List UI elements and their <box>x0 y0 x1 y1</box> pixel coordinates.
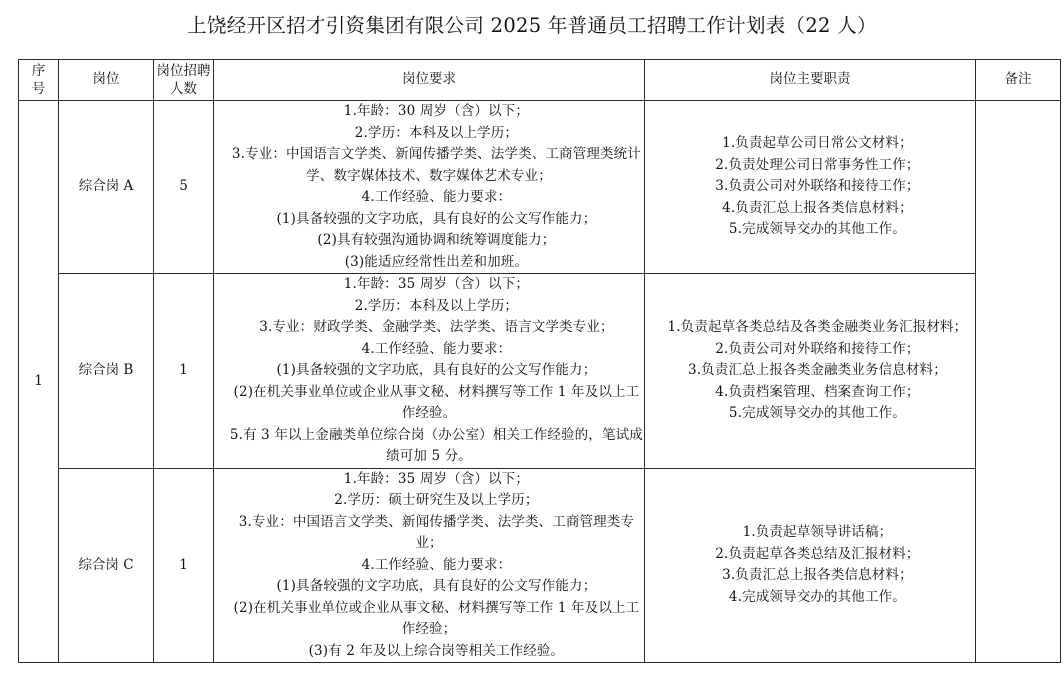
page-title: 上饶经开区招才引资集团有限公司 2025 年普通员工招聘工作计划表（22 人） <box>187 14 877 37</box>
requirement-line: 2.学历：硕士研究生及以上学历； <box>334 492 539 508</box>
duty-line: 3.负责公司对外联络和接待工作； <box>715 178 920 195</box>
duty-line: 3.负责汇总上报各类信息材料； <box>722 567 913 584</box>
duty-line: 3.负责汇总上报各类金融类业务信息材料； <box>687 362 947 378</box>
serial-number-cell: 1 <box>19 101 59 663</box>
header-remarks: 备注 <box>976 60 1061 101</box>
duty-line: 5.完成领导交办的其他工作。 <box>728 405 906 421</box>
position-cell: 综合岗 B <box>59 274 154 469</box>
duty-line: 1.负责起草领导讲话稿； <box>742 524 893 541</box>
requirement-line: 3.专业：中国语言文学类、新闻传播学类、法学类、工商管理类统计学、数字媒体技术、数字媒体艺术专业； <box>231 146 641 184</box>
duties-cell <box>645 468 976 663</box>
table-row <box>19 468 1061 663</box>
duties-cell <box>645 101 976 274</box>
requirement-line: (1)具备较强的文字功底，具有良好的公文写作能力； <box>276 210 597 227</box>
requirement-line: (2)在机关事业单位或企业从事文秘、材料撰写等工作 1 年及以上工作经验。 <box>233 383 640 421</box>
requirements-cell <box>214 468 645 663</box>
remarks-cell <box>976 101 1061 663</box>
header-count <box>154 60 214 101</box>
requirement-line: 4.工作经验、能力要求： <box>361 340 512 357</box>
duty-line: 4.负责档案管理、档案查询工作； <box>715 383 920 400</box>
duty-line: 4.完成领导交办的其他工作。 <box>728 588 906 605</box>
requirement-line: 2.学历：本科及以上学历； <box>354 124 519 141</box>
requirement-line: 3.专业：中国语言文学类、新闻传播学类、法学类、工商管理类专业； <box>238 513 635 551</box>
header-count-label: 岗位招聘人数 <box>156 63 211 97</box>
duties-cell <box>645 274 976 469</box>
position-cell: 综合岗 A <box>59 101 154 274</box>
recruitment-plan-table <box>18 59 1061 663</box>
duty-line: 2.负责公司对外联络和接待工作； <box>715 340 920 357</box>
duty-line: 5.完成领导交办的其他工作。 <box>728 221 906 238</box>
header-index <box>19 60 59 101</box>
requirement-line: (2)具有较强沟通协调和统筹调度能力； <box>317 232 556 248</box>
headcount-cell: 1 <box>154 274 214 469</box>
requirement-line: (1)具备较强的文字功底，具有良好的公文写作能力； <box>276 578 597 594</box>
requirement-line: (3)能适应经常性出差和加班。 <box>344 253 529 270</box>
header-position: 岗位 <box>59 60 154 101</box>
requirement-line: 1.年龄：35 周岁（含）以下； <box>343 470 530 487</box>
requirement-line: 2.学历：本科及以上学历； <box>354 297 519 314</box>
requirement-line: 4.工作经验、能力要求： <box>361 556 512 573</box>
header-requirements: 岗位要求 <box>214 60 645 101</box>
position-cell: 综合岗 C <box>59 468 154 663</box>
requirement-line: 1.年龄：30 周岁（含）以下； <box>343 103 530 119</box>
requirement-line: 4.工作经验、能力要求： <box>361 189 512 205</box>
headcount-cell: 1 <box>154 468 214 663</box>
requirements-cell <box>214 274 645 469</box>
requirement-line: 3.专业：财政学类、金融学类、法学类、语言文学类专业； <box>259 319 614 335</box>
duty-line: 1.负责起草各类总结及各类金融类业务汇报材料； <box>667 319 968 335</box>
requirement-line: (1)具备较强的文字功底，具有良好的公文写作能力； <box>276 362 597 378</box>
requirement-line: 5.有 3 年以上金融类单位综合岗（办公室）相关工作经验的，笔试成绩可加 5 分。 <box>229 426 643 464</box>
duty-line: 2.负责处理公司日常事务性工作； <box>715 156 920 173</box>
table-row <box>19 101 1061 274</box>
duty-line: 4.负责汇总上报各类信息材料； <box>722 199 913 216</box>
requirement-line: (2)在机关事业单位或企业从事文秘、材料撰写等工作 1 年及以上工作经验； <box>233 599 640 637</box>
requirements-cell <box>214 101 645 274</box>
requirement-line: (3)有 2 年及以上综合岗等相关工作经验。 <box>308 642 565 659</box>
table-header-row <box>19 60 1061 101</box>
header-index-label: 序号 <box>31 63 46 97</box>
header-duties: 岗位主要职责 <box>645 60 976 101</box>
headcount-cell: 5 <box>154 101 214 274</box>
table-row <box>19 274 1061 469</box>
requirement-line: 1.年龄：35 周岁（含）以下； <box>343 276 530 292</box>
duty-line: 2.负责起草各类总结及汇报材料； <box>715 545 920 562</box>
duty-line: 1.负责起草公司日常公文材料； <box>722 135 913 152</box>
